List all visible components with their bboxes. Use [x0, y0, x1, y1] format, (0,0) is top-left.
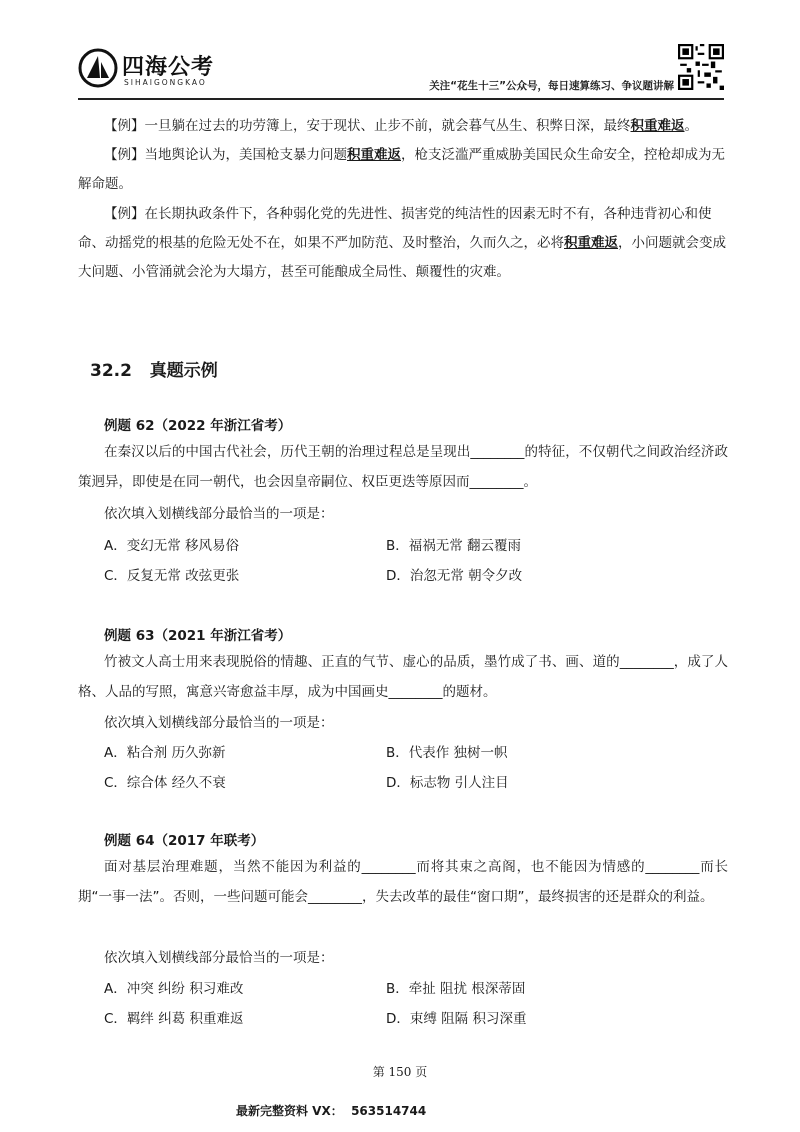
- question-title: 例题 64（2017 年联考）: [104, 833, 265, 849]
- option-a[interactable]: A．冲突 纠纷 积习难改: [104, 981, 244, 997]
- option-d[interactable]: D．标志物 引人注目: [386, 775, 509, 791]
- option-d[interactable]: D．束缚 阻隔 积习深重: [386, 1011, 527, 1027]
- highlighted-idiom: 积重难返: [564, 235, 618, 251]
- footer-contact: 最新完整资料 VX： 563514744: [236, 1104, 427, 1118]
- option-a[interactable]: A．粘合剂 历久弥新: [104, 745, 226, 761]
- question-prompt: 依次填入划横线部分最恰当的一项是：: [104, 506, 334, 522]
- option-b[interactable]: B．代表作 独树一帜: [386, 745, 508, 761]
- option-c[interactable]: C．综合体 经久不衰: [104, 775, 226, 791]
- header-divider: [78, 98, 724, 100]
- question-body: 在秦汉以后的中国古代社会，历代王朝的治理过程总是呈现出________的特征，不仅朝代之间政治经济政策迥异，即使是在同一朝代，也会因皇帝嗣位、权臣更迭等原因而________。: [78, 444, 728, 490]
- highlighted-idiom: 积重难返: [630, 118, 685, 134]
- question-title: 例题 62（2022 年浙江省考）: [104, 418, 292, 434]
- brand-name: 四海公考: [122, 55, 215, 80]
- highlighted-idiom: 积重难返: [347, 147, 401, 163]
- sail-logo-icon: [78, 48, 118, 88]
- example-text: ，小问题就会变成大问题、小管涌就会沦为大塌方，甚至可能酿成全局性、颠覆性的灾难。: [78, 235, 726, 280]
- question-title: 例题 63（2021 年浙江省考）: [104, 628, 292, 644]
- option-a[interactable]: A．变幻无常 移风易俗: [104, 538, 240, 554]
- header-slogan: 关注“花生十三”公众号，每日速算练习、争议题讲解: [429, 80, 674, 92]
- page-number: 第 150 页: [372, 1065, 428, 1079]
- option-c[interactable]: C．反复无常 改弦更张: [104, 568, 240, 584]
- option-b[interactable]: B．牵扯 阻扰 根深蒂固: [386, 981, 526, 997]
- option-d[interactable]: D．治忽无常 朝令夕改: [386, 568, 523, 584]
- page-header: [0, 0, 800, 108]
- option-c[interactable]: C．羁绊 纠葛 积重难返: [104, 1011, 244, 1027]
- example-text: 【例】一旦躺在过去的功劳簿上，安于现状、止步不前，就会暮气丛生、积弊日深，最终: [104, 118, 631, 134]
- example-text: 【例】当地舆论认为，美国枪支暴力问题: [104, 147, 347, 163]
- brand-subtitle: SIHAIGONGKAO: [124, 78, 207, 87]
- example-1: [78, 112, 726, 141]
- question-body: 竹被文人高士用来表现脱俗的情趣、正直的气节、虚心的品质，墨竹成了书、画、道的________，成了人格、人品的写照，寓意兴寄愈益丰厚，成为中国画史________的题材。: [78, 654, 728, 700]
- option-b[interactable]: B．福祸无常 翻云覆雨: [386, 538, 522, 554]
- example-text: 。: [684, 118, 698, 134]
- question-body: 面对基层治理难题，当然不能因为利益的________而将其束之高阁，也不能因为情感的________而长期“一事一法”。否则，一些问题可能会________，失去改革的最佳“窗口期”，最终损害的还是群众的利益。: [78, 859, 728, 905]
- example-3: [78, 200, 726, 287]
- qr-code-icon: [678, 44, 724, 90]
- question-prompt: 依次填入划横线部分最恰当的一项是：: [104, 715, 334, 731]
- example-2: [78, 141, 726, 199]
- example-text: 【例】在长期执政条件下，各种弱化党的先进性、损害党的纯洁性的因素无时不有，各种违背初心和使命、动摇党的根基的危险无处不在，如果不严加防范、及时整治，久而久之，必将: [78, 206, 712, 251]
- brand-logo: [78, 48, 268, 96]
- example-text: ，枪支泛滥严重威胁美国民众生命安全，控枪却成为无解命题。: [78, 147, 725, 192]
- question-prompt: 依次填入划横线部分最恰当的一项是：: [104, 950, 334, 966]
- section-title: 32.2 真题示例: [90, 361, 218, 381]
